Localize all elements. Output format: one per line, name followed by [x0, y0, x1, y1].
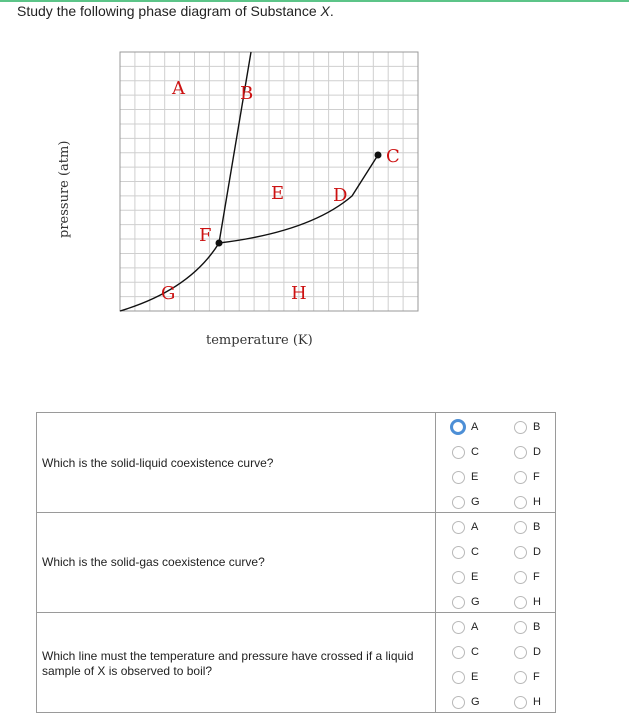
radio-button[interactable]: [514, 471, 527, 484]
x-axis-label: temperature (K): [206, 333, 313, 348]
radio-button[interactable]: [452, 446, 465, 459]
question-cell: [37, 613, 436, 713]
option-H[interactable]: [514, 492, 541, 512]
question-text: Which line must the temperature and pressure have crossed if a liquid sample of X is observed to boil?: [42, 649, 414, 678]
option-G[interactable]: [452, 492, 480, 512]
option-C[interactable]: [452, 542, 479, 562]
y-axis-label: pressure (atm): [57, 140, 72, 238]
option-F[interactable]: [514, 467, 540, 487]
radio-button[interactable]: [452, 571, 465, 584]
option-H[interactable]: [514, 592, 541, 612]
option-label: B: [533, 621, 541, 633]
question-text: Which is the solid-liquid coexistence curve?: [42, 456, 274, 470]
option-label: E: [471, 571, 479, 583]
question-row: [37, 613, 556, 713]
radio-button[interactable]: [514, 496, 527, 509]
critical-point: [375, 152, 382, 159]
radio-button[interactable]: [514, 671, 527, 684]
option-B[interactable]: [514, 617, 540, 637]
radio-button[interactable]: [452, 646, 465, 659]
option-E[interactable]: [452, 667, 478, 687]
option-label: D: [533, 446, 541, 458]
question-row: [37, 413, 556, 513]
label-E: E: [271, 183, 285, 204]
option-label: E: [471, 471, 479, 483]
option-label: C: [471, 446, 479, 458]
option-A[interactable]: [452, 417, 478, 437]
option-E[interactable]: [452, 567, 478, 587]
option-label: E: [471, 671, 479, 683]
radio-button[interactable]: [514, 571, 527, 584]
radio-button[interactable]: [514, 696, 527, 709]
option-C[interactable]: [452, 642, 479, 662]
label-C: C: [386, 146, 400, 167]
radio-button[interactable]: [514, 421, 527, 434]
option-label: A: [471, 421, 479, 433]
option-C[interactable]: [452, 442, 479, 462]
question-table: [36, 412, 556, 713]
option-G[interactable]: [452, 592, 480, 612]
option-D[interactable]: [514, 642, 541, 662]
option-F[interactable]: [514, 567, 540, 587]
option-A[interactable]: [452, 517, 478, 537]
option-D[interactable]: [514, 542, 541, 562]
radio-button[interactable]: [452, 596, 465, 609]
answer-options: [436, 513, 556, 613]
label-F: F: [199, 225, 212, 246]
radio-button[interactable]: [514, 521, 527, 534]
label-B: B: [240, 83, 254, 104]
option-label: D: [533, 546, 541, 558]
label-A: A: [172, 78, 185, 99]
option-A[interactable]: [452, 617, 478, 637]
option-label: A: [471, 521, 479, 533]
radio-button[interactable]: [452, 621, 465, 634]
option-label: A: [471, 621, 479, 633]
option-E[interactable]: [452, 467, 478, 487]
option-label: G: [471, 596, 480, 608]
radio-button[interactable]: [514, 621, 527, 634]
option-label: B: [533, 421, 541, 433]
radio-button[interactable]: [452, 696, 465, 709]
option-label: G: [471, 696, 480, 708]
option-B[interactable]: [514, 517, 540, 537]
radio-button[interactable]: [514, 546, 527, 559]
radio-button[interactable]: [450, 419, 466, 435]
radio-button[interactable]: [452, 671, 465, 684]
option-label: H: [533, 496, 541, 508]
option-label: B: [533, 521, 541, 533]
question-row: [37, 513, 556, 613]
question-cell: [37, 513, 436, 613]
option-F[interactable]: [514, 667, 540, 687]
radio-button[interactable]: [514, 596, 527, 609]
option-label: D: [533, 646, 541, 658]
intro-text: Study the following phase diagram of Substance X.: [17, 3, 334, 19]
option-B[interactable]: [514, 417, 540, 437]
answer-options: [436, 613, 556, 713]
option-H[interactable]: [514, 692, 541, 712]
radio-button[interactable]: [514, 646, 527, 659]
option-D[interactable]: [514, 442, 541, 462]
radio-button[interactable]: [452, 521, 465, 534]
option-label: C: [471, 646, 479, 658]
option-label: F: [533, 571, 540, 583]
radio-button[interactable]: [452, 471, 465, 484]
option-label: F: [533, 671, 540, 683]
triple-point: [216, 240, 223, 247]
label-D: D: [333, 185, 348, 206]
option-label: H: [533, 696, 541, 708]
question-text: Which is the solid-gas coexistence curve?: [42, 555, 265, 569]
option-label: H: [533, 596, 541, 608]
label-H: H: [291, 283, 307, 304]
label-G: G: [161, 283, 176, 304]
radio-button[interactable]: [514, 446, 527, 459]
answer-options: [436, 413, 556, 513]
radio-button[interactable]: [452, 546, 465, 559]
question-cell: [37, 413, 436, 513]
option-label: G: [471, 496, 480, 508]
option-label: F: [533, 471, 540, 483]
option-label: C: [471, 546, 479, 558]
diagram-grid: [120, 52, 418, 311]
radio-button[interactable]: [452, 496, 465, 509]
option-G[interactable]: [452, 692, 480, 712]
